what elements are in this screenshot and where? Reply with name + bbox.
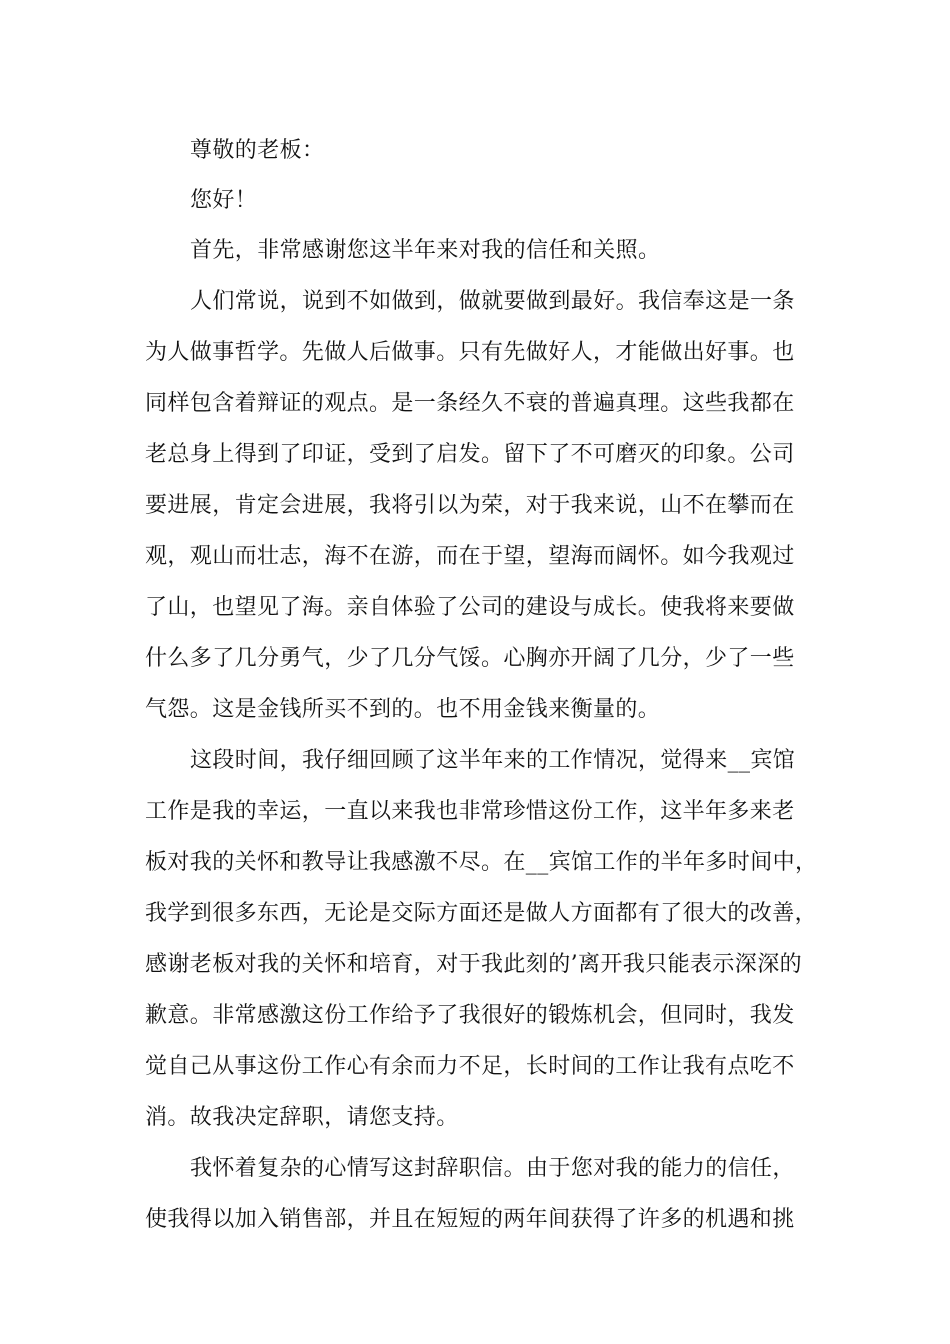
paragraph-line: 工作是我的幸运，一直以来我也非常珍惜这份工作，这半年多来老 [145,799,795,824]
paragraph-line: 同样包含着辩证的观点。是一条经久不衰的普遍真理。这些我都在 [145,391,795,416]
paragraph-line: 老总身上得到了印证，受到了启发。留下了不可磨灭的印象。公司 [145,442,795,467]
paragraph-line: 板对我的关怀和教导让我感激不尽。在__宾馆工作的半年多时间中， [145,850,818,875]
paragraph-intro: 首先，非常感谢您这半年来对我的信任和关照。 [190,238,661,263]
paragraph-line: 人们常说，说到不如做到，做就要做到最好。我信奉这是一条 [190,289,795,314]
paragraph-line: 消。故我决定辞职，请您支持。 [145,1105,459,1130]
paragraph-line: 我怀着复杂的心情写这封辞职信。由于您对我的能力的信任， [190,1156,795,1181]
paragraph-line: 歉意。非常感激这份工作给予了我很好的锻炼机会，但同时，我发 [145,1003,795,1028]
paragraph-line: 什么多了几分勇气，少了几分气馁。心胸亦开阔了几分，少了一些 [145,646,795,671]
paragraph-line: 使我得以加入销售部，并且在短短的两年间获得了许多的机遇和挑 [145,1207,795,1232]
greeting: 您好！ [190,188,258,213]
paragraph-line: 要进展，肯定会进展，我将引以为荣，对于我来说，山不在攀而在 [145,493,795,518]
paragraph-line: 为人做事哲学。先做人后做事。只有先做好人，才能做出好事。也 [145,340,795,365]
paragraph-line: 感谢老板对我的关怀和培育，对于我此刻的’离开我只能表示深深的 [145,952,802,977]
salutation: 尊敬的老板： [190,138,325,163]
paragraph-line: 气怨。这是金钱所买不到的。也不用金钱来衡量的。 [145,697,661,722]
paragraph-line: 了山，也望见了海。亲自体验了公司的建设与成长。使我将来要做 [145,595,795,620]
paragraph-line: 觉自己从事这份工作心有余而力不足，长时间的工作让我有点吃不 [145,1054,795,1079]
paragraph-line: 观，观山而壮志，海不在游，而在于望，望海而阔怀。如今我观过 [145,544,795,569]
paragraph-line: 这段时间，我仔细回顾了这半年来的工作情况，觉得来__宾馆 [190,748,796,773]
paragraph-line: 我学到很多东西，无论是交际方面还是做人方面都有了很大的改善， [145,901,818,926]
